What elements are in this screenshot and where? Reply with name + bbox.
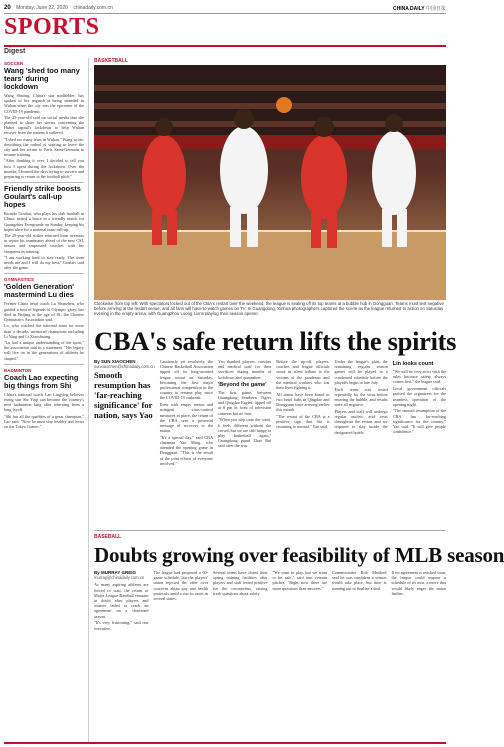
- article-paragraph: Commissioner Rob Manfred said he was confident a season would take place, but time is running out to finalize a deal.: [332, 570, 387, 591]
- digest-paragraph: The 25-year-old said on social media that she planned to share her stories concerning the Hubei capital's lockdown to help Wuhan recover from the trauma it suffered.: [4, 114, 84, 136]
- second-headline: Doubts growing over feasibility of MLB season: [94, 543, 504, 567]
- digest-paragraph: Wang Shuang, China's star midfielder, has spoken of her anguish at being stranded in Wuhan when the city was the epicenter of the COVID-19 pandemic.: [4, 93, 84, 114]
- digest-separator: [4, 182, 84, 183]
- publication-name-cn: 中国日报: [425, 5, 446, 12]
- digest-category: SOCCER: [4, 61, 24, 66]
- basketball-photo-illustration: [94, 65, 446, 300]
- section-rule: [4, 45, 446, 47]
- digest-category: BADMINTON: [4, 367, 32, 373]
- digest-category: GYMNASTICS: [4, 277, 35, 283]
- byline: By SUN XIAOCHEN: [94, 359, 136, 364]
- article-paragraph: Under the league's plan, the remaining regular season games will be played in a condensed schedule before the playoffs begin in late July.: [334, 359, 388, 385]
- byline-email: sunxiaochen@chinadaily.com.cn: [94, 364, 155, 370]
- second-category: BASEBALL: [94, 534, 122, 540]
- article-paragraph: "The smooth resumption of the CBA has far-reaching significance for the country," Yao said. "It will give people confidence.": [392, 408, 446, 435]
- digest-item: [4, 61, 84, 179]
- digest-item: [4, 185, 84, 270]
- digest-label: Digest: [4, 48, 26, 55]
- article-subhead: Lin looks count: [392, 361, 434, 367]
- article-paragraph: Players and staff will undergo regular nucleic acid tests throughout the restart and are required to stay inside the designated hotels.: [334, 408, 388, 435]
- digest-item: [4, 277, 84, 360]
- main-category-wrap: [94, 58, 446, 64]
- article-paragraph: Even with empty arenas and stringent virus-control measures in place, the return of the CBA sent a powerful message of recovery to the nation.: [159, 402, 213, 434]
- second-article-columns: [94, 570, 446, 740]
- article-column: [393, 359, 446, 537]
- digest-title: Coach Lao expecting big things from Shi: [4, 372, 79, 390]
- article-paragraph: As many aspiring athletes are forced to wait, the return of Major League Baseball remains in doubt after players and owners failed to reach an agreement on a shortened season.: [94, 582, 149, 619]
- digest-paragraph: "I am working hard to stay ready. The team needs me and I will do my best," Goulart said after the game.: [4, 254, 84, 271]
- digest-paragraph: Lu, who coached the national team for more than a decade, mentored champions including Li Ning and Li Xiaoshuang.: [4, 323, 84, 339]
- digest-item: [4, 368, 84, 429]
- article-paragraph: Yao thanked players, coaches and medical staff for their sacrifices during months of lockdown and quarantine.: [218, 359, 272, 380]
- article-column: [332, 570, 387, 740]
- article-column: [154, 570, 209, 740]
- digest-separator: [4, 273, 84, 274]
- article-column: [94, 359, 155, 537]
- article-paragraph: "We want to play, but we want to be safe," said one veteran pitcher. "Right now there are more questions than answers.": [272, 570, 327, 591]
- digest-paragraph: Former China head coach Lu Shanzhen, who guided a host of legends to Olympic glory, has died in Beijing at the age of 81, the Chinese Gymnastics Association said.: [4, 301, 84, 323]
- article-paragraph: If no agreement is reached soon, the league could impose a schedule of its own, a move that would likely anger the union further.: [391, 570, 446, 596]
- header-right: [393, 5, 446, 12]
- article-paragraph: "The restart of the CBA is a positive sign that life is returning to normal," Yao said.: [276, 414, 330, 430]
- header-site: chinadaily.com.cn: [73, 5, 113, 11]
- digest-title: Wang 'shed too many tears' during lockdown: [4, 66, 80, 91]
- article-subhead: 'Beyond the game': [218, 381, 267, 388]
- article-paragraph: The league had proposed a 60-game schedule, but the players' union rejected the offer over concerns about pay and health protocols amid a rise in cases in several states.: [153, 570, 208, 602]
- article-paragraph: Cautiously yet resolutely, the Chinese Basketball Association tipped off its long-awaited league restart on Saturday, becoming the first major professional competition in the country to resume play since the COVID-19 outbreak.: [159, 359, 213, 401]
- digest-column: [4, 58, 84, 742]
- digest-title: Friendly strike boosts Goulart's call-up hopes: [4, 184, 81, 210]
- digest-paragraph: "Lu had a unique understanding of the sport," the association said in a statement. "His legacy will live on in the generations of athletes he shaped.": [4, 339, 84, 361]
- digest-paragraph: "After thinking it over, I decided to tell you how I spent during the lockdown. Over the months, I learned the days trying to survive and preparing to return to the football pitch.": [4, 158, 84, 180]
- article-deck: Smooth resumption has 'far-reaching significance' for nation, says Yao: [94, 370, 153, 420]
- digest-title: 'Golden Generation' mastermind Lu dies: [4, 282, 75, 300]
- article-paragraph: "When you step onto the court, it feels different without the crowd, but we are still happy to play basketball again," Guangdong guard Zhao Rui said after the win.: [218, 417, 272, 449]
- photo-caption: Clockwise from top left: With spectators locked out of the CBA's restart over the weekend, the league is sealing off its top teams at a bubble hub in Dongguan. Teams must test negative before arriving at the restart venue, and all fans will have to watch games on TV. In Guangdong, Xinhua photographers captured the scene as the league returned to action on Saturday evening in the empty arena, with Guangzhou Loong Lions playing their season opener.: [94, 301, 444, 317]
- main-headline: CBA's safe return lifts the spirits: [94, 326, 457, 356]
- article-paragraph: All teams have been based in two hotel hubs in Qingdao and Dongguan since arriving earlier this month.: [276, 391, 330, 413]
- article-paragraph: Each team was tested repeatedly for the virus before entering the bubble, and results were all negative.: [334, 386, 388, 408]
- article-column: [218, 359, 271, 537]
- article-paragraph: "We will be very strict with the rules because safety always comes first," the league said.: [392, 369, 446, 385]
- article-column: [160, 359, 213, 537]
- article-paragraph: "It's very frustrating," said one executive.: [94, 620, 149, 631]
- article-paragraph: Several teams have closed their spring training facilities after players and staff tested positive for the coronavirus, raising fresh questions about safety.: [213, 570, 268, 596]
- article-column: [213, 570, 268, 740]
- column-divider: [88, 58, 89, 742]
- article-column: [94, 570, 149, 740]
- article-paragraph: "It's a special day," said CBA chairman Yao Ming, who attended the opening game in Dongguan. "This is the result of the joint efforts of everyone involved.": [159, 434, 213, 466]
- article-paragraph: The first game, between Guangdong Southern Tigers and Qingdao Eagles, tipped off at 8 pm in front of television cameras but no fans.: [218, 389, 272, 416]
- article-paragraph: Before the tip-off, players, coaches and league officials stood in silent tribute to the victims of the pandemic and the medical workers who lost their lives fighting it.: [276, 359, 330, 391]
- page-header: [4, 3, 446, 13]
- article-column: [392, 570, 447, 740]
- article-paragraph: Local government officials praised the organizers for the seamless operation of the opening night.: [392, 386, 446, 407]
- digest-paragraph: Ricardo Goulart, who plays his club football in China, netted a brace in a friendly match for Guangzhou Evergrande on Sunday, keeping his hopes alive for a national team call-up.: [4, 211, 84, 232]
- main-category: BASKETBALL: [94, 58, 128, 64]
- article-column: [273, 570, 328, 740]
- article-column: [335, 359, 388, 537]
- digest-separator: [4, 364, 84, 365]
- publication-name: CHINA DAILY: [393, 5, 425, 12]
- footer-rule: [4, 742, 446, 744]
- digest-paragraph: China's national coach Lao Lingying believes rising star Shi Yuqi can become the country's next badminton king after returning from a long layoff.: [4, 391, 84, 413]
- main-article-columns: [94, 359, 446, 537]
- digest-paragraph: "I shed too many tears in Wuhan," Wang wrote, describing the ordeal of waiting to leave the city and her return to Paris Saint-Germain to resume training.: [4, 136, 84, 158]
- section-title: SPORTS: [4, 14, 100, 40]
- digest-paragraph: "Shi has all the qualities of a great champion," Lao said. "Now he must stay healthy and focus on the Tokyo Games.": [4, 413, 84, 429]
- article-column: [276, 359, 329, 537]
- digest-paragraph: The 29-year-old striker returned from overseas to rejoin his teammates ahead of the new CSL season and impressed coaches with his sharpness in training.: [4, 233, 84, 254]
- byline: By MURRAY GREIG: [94, 570, 137, 575]
- header-left: [4, 5, 117, 11]
- basketball-photo: [94, 65, 446, 300]
- header-date: Monday, June 22, 2020: [16, 5, 68, 11]
- section-divider: [94, 530, 446, 531]
- page-number: 20: [4, 5, 11, 11]
- byline-email: murray@chinadaily.com.cn: [94, 575, 145, 581]
